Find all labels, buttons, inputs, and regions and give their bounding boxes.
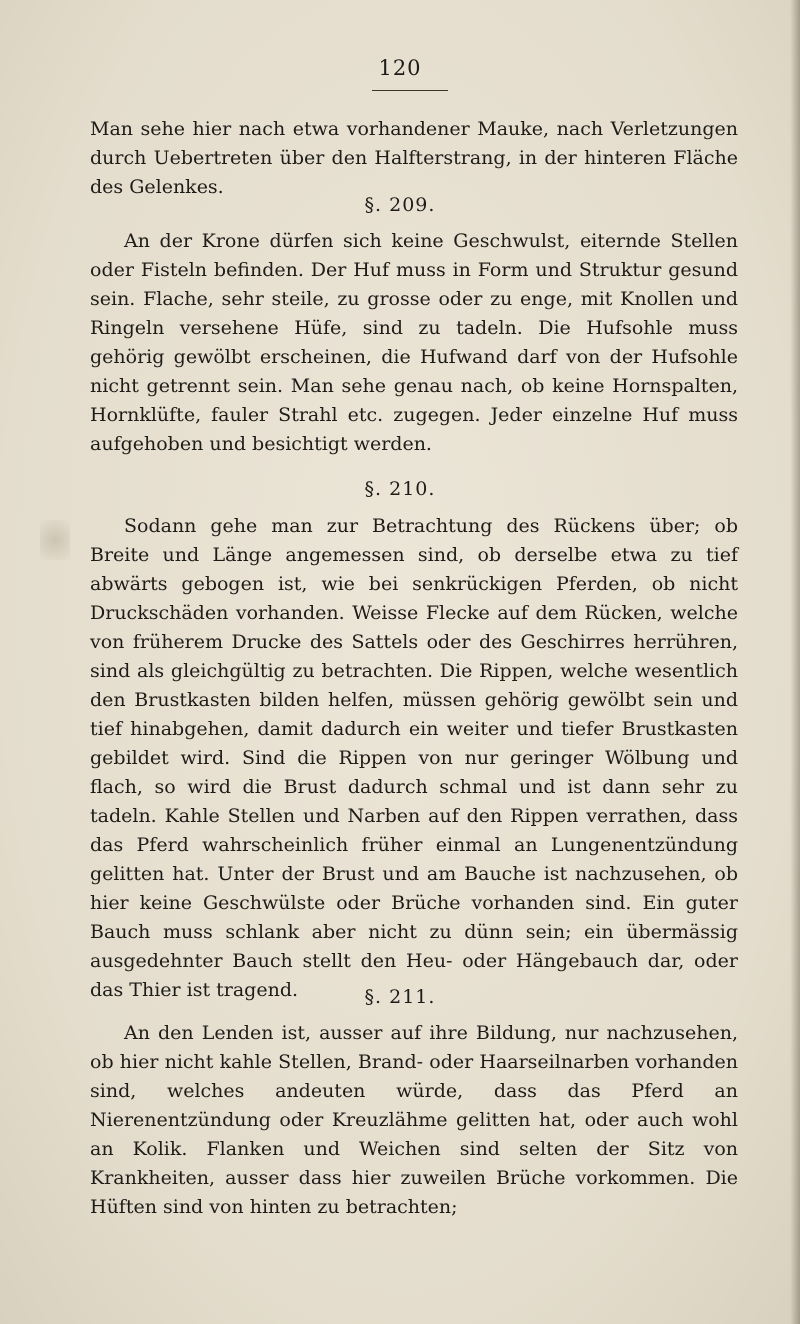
paragraph-211: An den Lenden ist, ausser auf ihre Bildung, nur nachzusehen, ob hier nicht kahle Stellen, Brand- oder Haarseilnarben vorhanden sind, welches andeuten würde, dass das Pferd an Nierenentzündung oder Kreuzlähme gelitten hat, oder auch wohl an Kolik. Flanken und Weichen sind selten der Sitz von Krankheiten, ausser dass hier zuweilen Brüche vorkommen. Die Hüften sind von hinten zu betrachten; bbox=[90, 1022, 738, 1218]
paper-stain bbox=[40, 520, 70, 560]
page-number: 120 bbox=[378, 56, 422, 80]
page-number-rule bbox=[372, 90, 448, 91]
section-heading-210: §. 210. bbox=[364, 478, 436, 500]
section-heading-211: §. 211. bbox=[364, 986, 436, 1008]
paragraph-continuation: Man sehe hier nach etwa vorhandener Mauke, nach Verletzungen durch Uebertreten über den Halfterstrang, in der hinteren Fläche des Gelenkes. bbox=[90, 118, 738, 198]
paragraph-210: Sodann gehe man zur Betrachtung des Rückens über; ob Breite und Länge angemessen sind, ob derselbe etwa zu tief abwärts gebogen ist, wie bei senkrückigen Pferden, ob nicht Druckschäden vorhanden. Weisse Flecke auf dem Rücken, welche von früherem Drucke des Sattels oder des Geschirres herrühren, sind als gleichgültig zu betrachten. Die Rippen, welche wesentlich den Brustkasten bilden helfen, müssen gehörig gewölbt sein und tief hinabgehen, damit dadurch ein weiter und tiefer Brustkasten gebildet wird. Sind die Rippen von nur geringer Wölbung und flach, so wird die Brust dadurch schmal und ist dann sehr zu tadeln. Kahle Stellen und Narben auf den Rippen verrathen, dass das Pferd wahrscheinlich früher einmal an Lungenentzündung gelitten hat. Unter der Brust und am Bauche ist nachzusehen, ob hier keine Geschwülste oder Brüche vorhanden sind. Ein guter Bauch muss schlank aber nicht zu dünn sein; ein übermässig ausgedehnter Bauch stellt den Heu- oder Hängebauch dar, oder das Thier ist tragend. bbox=[90, 515, 738, 1001]
section-heading-209: §. 209. bbox=[364, 194, 436, 216]
paragraph-209: An der Krone dürfen sich keine Geschwulst, eiternde Stellen oder Fisteln befinden. Der Huf muss in Form und Struktur gesund sein. Flache, sehr steile, zu grosse oder zu enge, mit Knollen und Ringeln versehene Hüfe, sind zu tadeln. Die Hufsohle muss gehörig gewölbt erscheinen, die Hufwand darf von der Hufsohle nicht getrennt sein. Man sehe genau nach, ob keine Hornspalten, Hornklüfte, fauler Strahl etc. zugegen. Jeder einzelne Huf muss aufgehoben und besichtigt werden. bbox=[90, 230, 738, 455]
